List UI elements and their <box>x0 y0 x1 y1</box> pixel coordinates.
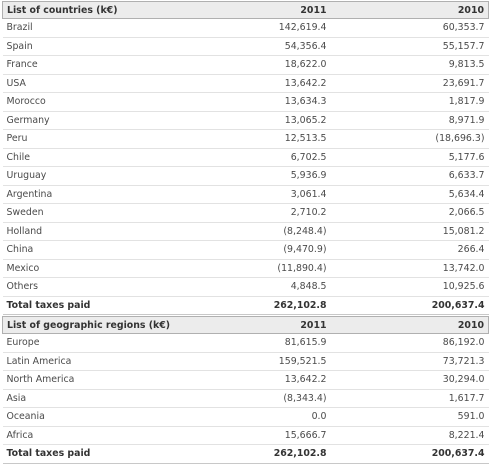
value-2010: 30,294.0 <box>331 371 489 390</box>
value-2010: 591.0 <box>331 408 489 427</box>
table-row <box>3 111 489 130</box>
total-row <box>3 445 489 464</box>
row-label: Oceania <box>3 408 255 427</box>
table-row <box>3 204 489 223</box>
table-row <box>3 259 489 278</box>
value-2010: 8,971.9 <box>331 111 489 130</box>
value-2011: (9,470.9) <box>255 241 331 260</box>
value-2011: 15,666.7 <box>255 426 331 445</box>
row-label: Argentina <box>3 185 255 204</box>
row-label: North America <box>3 371 255 390</box>
total-2010: 200,637.4 <box>331 296 489 315</box>
table-row <box>3 334 489 353</box>
regions-col-2010: 2010 <box>331 317 489 334</box>
regions-table <box>2 316 489 464</box>
value-2010: 6,633.7 <box>331 167 489 186</box>
table-row <box>3 19 489 38</box>
value-2011: 81,615.9 <box>255 334 331 353</box>
table-row <box>3 148 489 167</box>
value-2011: 12,513.5 <box>255 130 331 149</box>
value-2010: 9,813.5 <box>331 56 489 75</box>
value-2011: 0.0 <box>255 408 331 427</box>
table-row <box>3 241 489 260</box>
value-2011: 13,642.2 <box>255 371 331 390</box>
value-2010: (18,696.3) <box>331 130 489 149</box>
row-label: Africa <box>3 426 255 445</box>
row-label: Spain <box>3 37 255 56</box>
table-row <box>3 56 489 75</box>
countries-col-2010: 2010 <box>331 2 489 19</box>
regions-col-2011: 2011 <box>255 317 331 334</box>
row-label: USA <box>3 74 255 93</box>
value-2011: 13,642.2 <box>255 74 331 93</box>
row-label: Latin America <box>3 352 255 371</box>
total-label: Total taxes paid <box>3 445 255 464</box>
row-label: Holland <box>3 222 255 241</box>
value-2010: 13,742.0 <box>331 259 489 278</box>
value-2011: 54,356.4 <box>255 37 331 56</box>
table-row <box>3 371 489 390</box>
row-label: Uruguay <box>3 167 255 186</box>
value-2011: 18,622.0 <box>255 56 331 75</box>
value-2010: 60,353.7 <box>331 19 489 38</box>
value-2011: 3,061.4 <box>255 185 331 204</box>
regions-table-header <box>3 317 489 334</box>
total-2010: 200,637.4 <box>331 445 489 464</box>
total-label: Total taxes paid <box>3 296 255 315</box>
value-2011: 159,521.5 <box>255 352 331 371</box>
value-2010: 266.4 <box>331 241 489 260</box>
table-row <box>3 278 489 297</box>
value-2011: (11,890.4) <box>255 259 331 278</box>
row-label: Peru <box>3 130 255 149</box>
total-row <box>3 296 489 315</box>
value-2011: 2,710.2 <box>255 204 331 223</box>
value-2010: 8,221.4 <box>331 426 489 445</box>
table-row <box>3 93 489 112</box>
table-row <box>3 74 489 93</box>
value-2011: 4,848.5 <box>255 278 331 297</box>
value-2011: 5,936.9 <box>255 167 331 186</box>
value-2011: 142,619.4 <box>255 19 331 38</box>
countries-table-header <box>3 2 489 19</box>
table-row <box>3 408 489 427</box>
value-2010: 2,066.5 <box>331 204 489 223</box>
row-label: France <box>3 56 255 75</box>
value-2010: 15,081.2 <box>331 222 489 241</box>
countries-table <box>2 1 489 315</box>
row-label: Asia <box>3 389 255 408</box>
total-2011: 262,102.8 <box>255 445 331 464</box>
table-row <box>3 185 489 204</box>
value-2010: 73,721.3 <box>331 352 489 371</box>
value-2010: 10,925.6 <box>331 278 489 297</box>
row-label: Sweden <box>3 204 255 223</box>
value-2010: 1,817.9 <box>331 93 489 112</box>
total-2011: 262,102.8 <box>255 296 331 315</box>
row-label: Brazil <box>3 19 255 38</box>
row-label: Morocco <box>3 93 255 112</box>
table-row <box>3 352 489 371</box>
table-row <box>3 37 489 56</box>
value-2010: 86,192.0 <box>331 334 489 353</box>
table-row <box>3 130 489 149</box>
row-label: Chile <box>3 148 255 167</box>
value-2011: 13,634.3 <box>255 93 331 112</box>
row-label: Mexico <box>3 259 255 278</box>
regions-table-title: List of geographic regions (k€) <box>3 317 255 334</box>
table-row <box>3 222 489 241</box>
table-row <box>3 389 489 408</box>
value-2010: 5,634.4 <box>331 185 489 204</box>
value-2011: (8,343.4) <box>255 389 331 408</box>
value-2011: (8,248.4) <box>255 222 331 241</box>
value-2010: 23,691.7 <box>331 74 489 93</box>
countries-table-title: List of countries (k€) <box>3 2 255 19</box>
value-2011: 13,065.2 <box>255 111 331 130</box>
row-label: China <box>3 241 255 260</box>
row-label: Europe <box>3 334 255 353</box>
row-label: Germany <box>3 111 255 130</box>
value-2010: 1,617.7 <box>331 389 489 408</box>
value-2010: 55,157.7 <box>331 37 489 56</box>
value-2010: 5,177.6 <box>331 148 489 167</box>
value-2011: 6,702.5 <box>255 148 331 167</box>
row-label: Others <box>3 278 255 297</box>
table-row <box>3 167 489 186</box>
table-row <box>3 426 489 445</box>
countries-col-2011: 2011 <box>255 2 331 19</box>
